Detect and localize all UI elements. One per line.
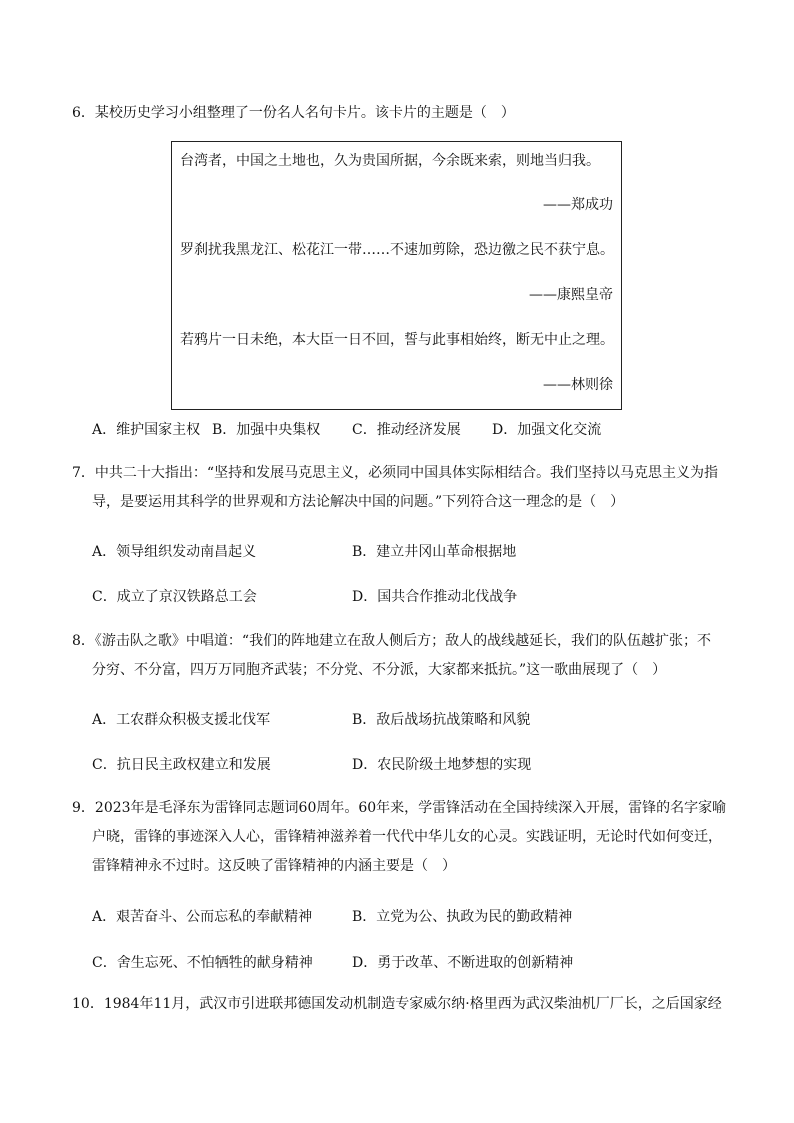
- stem-line: 8．《游击队之歌》中唱道：“我们的阵地建立在敌人侧后方；敌人的战线越延长，我们的队伍越扩张；不: [72, 633, 712, 649]
- option-d[interactable]: D．国共合作推动北伐战争: [352, 589, 518, 605]
- stem-line: 户晓，雷锋的事迹深入人心，雷锋精神滋养着一代代中华儿女的心灵。实践证明，无论时代如何变迁，: [92, 829, 722, 845]
- option-d[interactable]: D．加强文化交流: [492, 422, 602, 438]
- option-b[interactable]: B．建立井冈山革命根据地: [352, 544, 517, 560]
- option-b[interactable]: B．立党为公、执政为民的勤政精神: [352, 909, 573, 925]
- question-9-stem: [72, 794, 726, 881]
- question-7-stem: [72, 459, 718, 517]
- quote-line: 罗刹扰我黑龙江、松花江一带……不速加剪除，恐边徼之民不获宁息。: [180, 242, 614, 258]
- quote-author: ——康熙皇帝: [529, 287, 613, 303]
- stem-line: 分穷、不分富，四万万同胞齐武装；不分党、不分派，大家都来抵抗。”这一歌曲展现了（ ）: [92, 662, 667, 678]
- stem-line: 7．中共二十大指出：“坚持和发展马克思主义，必须同中国具体实际相结合。我们坚持以马克思主义为指: [72, 465, 719, 481]
- option-a[interactable]: A．艰苦奋斗、公而忘私的奉献精神: [92, 909, 313, 925]
- quote-author: ——郑成功: [543, 197, 613, 213]
- option-c[interactable]: C．舍生忘死、不怕牺牲的献身精神: [92, 955, 313, 971]
- option-d[interactable]: D．勇于改革、不断进取的创新精神: [352, 955, 574, 971]
- quote-author: ——林则徐: [543, 377, 613, 393]
- stem-line: 导，是要运用其科学的世界观和方法论解决中国的问题。”下列符合这一理念的是（ ）: [92, 494, 625, 510]
- option-d[interactable]: D．农民阶级土地梦想的实现: [352, 757, 532, 773]
- option-b[interactable]: B．敌后战场抗战策略和风貌: [352, 712, 531, 728]
- quote-card: [171, 141, 622, 410]
- option-a[interactable]: A．维护国家主权: [92, 422, 201, 438]
- option-a[interactable]: A．领导组织发动南昌起义: [92, 544, 257, 560]
- question-6-stem: 6．某校历史学习小组整理了一份名人名句卡片。该卡片的主题是（ ）: [72, 105, 515, 121]
- quote-line: 台湾者，中国之土地也，久为贵国所据，今余既来索，则地当归我。: [180, 153, 600, 169]
- quote-line: 若鸦片一日未绝，本大臣一日不回，誓与此事相始终，断无中止之理。: [180, 332, 614, 348]
- option-b[interactable]: B．加强中央集权: [212, 422, 321, 438]
- stem-line: 雷锋精神永不过时。这反映了雷锋精神的内涵主要是（ ）: [92, 858, 456, 874]
- stem-line: 9．2023年是毛泽东为雷锋同志题词60周年。60年来，学雷锋活动在全国持续深入开展，雷锋的名字家喻: [72, 800, 727, 816]
- question-8-stem: [72, 627, 711, 685]
- option-c[interactable]: C．成立了京汉铁路总工会: [92, 589, 257, 605]
- option-c[interactable]: C．抗日民主政权建立和发展: [92, 757, 271, 773]
- option-a[interactable]: A．工农群众积极支援北伐军: [92, 712, 271, 728]
- option-c[interactable]: C．推动经济发展: [352, 422, 461, 438]
- question-10-stem: 10．1984年11月，武汉市引进联邦德国发动机制造专家威尔纳·格里西为武汉柴油机厂厂长，之后国家经: [72, 996, 722, 1012]
